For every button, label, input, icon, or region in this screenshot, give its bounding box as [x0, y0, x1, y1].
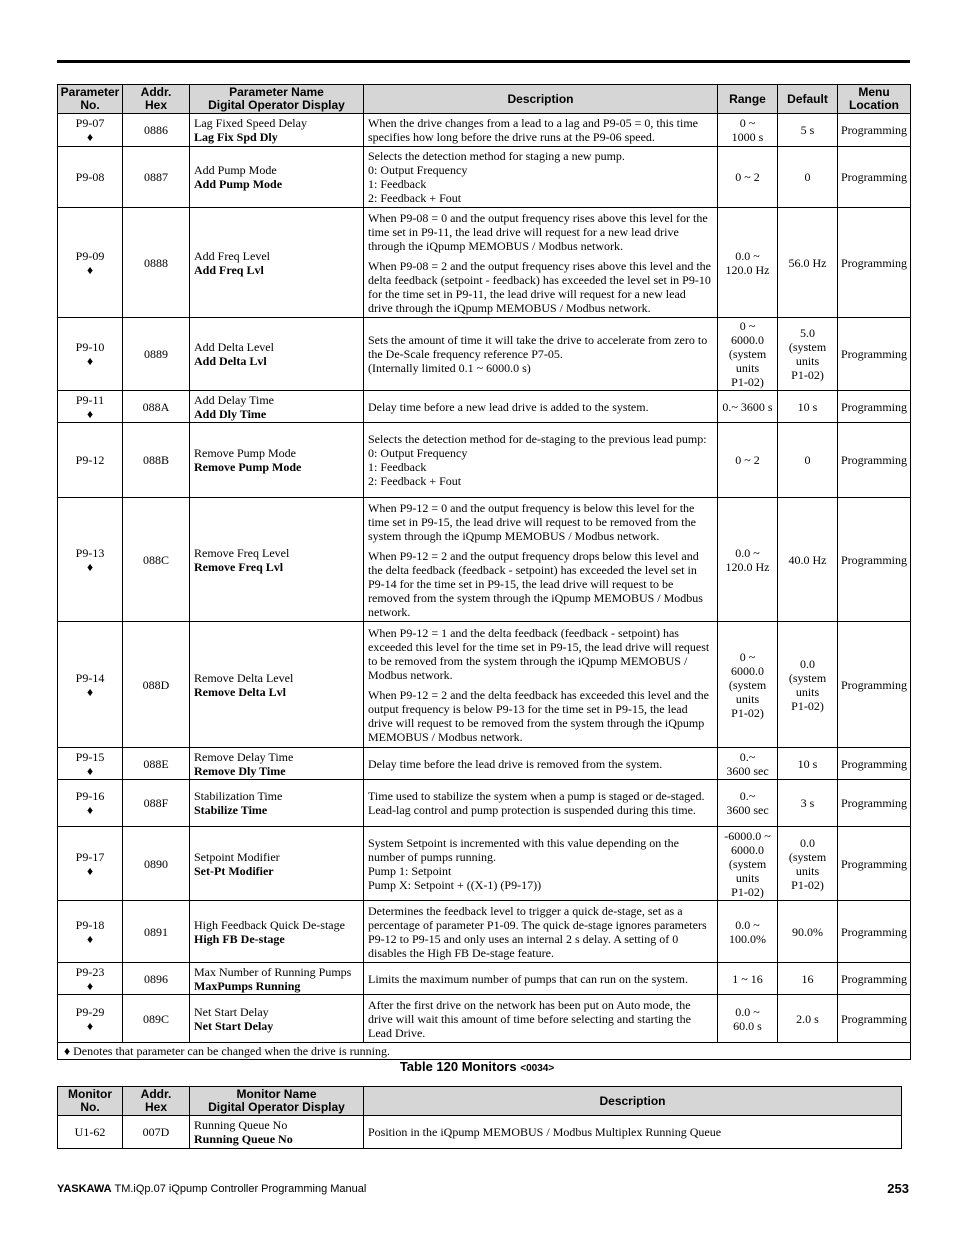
default-line: 5 s — [800, 123, 815, 137]
param-display-text: Stabilize Time — [194, 803, 268, 817]
param-addr: 088E — [123, 748, 190, 780]
description-paragraph: Determines the feedback level to trigger a quick de-stage, set as a percentage of parameter P1-09. The quick de-stage ignores parameters P9-12 to P9-15 and only uses an internal 2 s delay. A setting of 0 disables the High FB De-stage feature. — [368, 903, 707, 960]
header-addr: Addr. Hex — [123, 85, 190, 114]
default-line: (system — [788, 670, 827, 685]
description-paragraph: System Setpoint is incremented with this value depending on the number of pumps running. Pump 1: Setpoint Pump X: Setpoint + ((X-1) (P9-17)) — [368, 835, 679, 892]
param-menu-location: Programming — [838, 901, 911, 963]
param-name — [190, 748, 364, 780]
param-no — [58, 391, 123, 423]
param-name-text: Setpoint Modifier — [194, 849, 280, 864]
range-line: P1-02) — [731, 884, 764, 899]
param-default — [778, 318, 838, 391]
param-menu-location: Programming — [838, 995, 911, 1043]
param-description — [364, 780, 718, 827]
runtime-change-marker: ♦ — [86, 406, 94, 421]
param-display-text: Remove Dly Time — [194, 763, 286, 778]
param-name — [190, 147, 364, 208]
default-line: units — [795, 684, 820, 699]
param-name-text: High Feedback Quick De-stage — [194, 917, 345, 932]
param-name — [190, 318, 364, 391]
monitor-no: U1-62 — [58, 1116, 123, 1149]
param-name-text: Remove Pump Mode — [194, 446, 296, 460]
param-name — [190, 622, 364, 748]
param-display-text: MaxPumps Running — [194, 978, 301, 993]
default-line: 0 — [804, 170, 811, 184]
param-addr: 088B — [123, 423, 190, 498]
runtime-change-marker: ♦ — [86, 130, 94, 144]
param-menu-location: Programming — [838, 147, 911, 208]
table-row — [58, 901, 911, 963]
range-line: 0 ~ 6000.0 — [731, 649, 764, 678]
description-paragraph: When P9-12 = 0 and the output frequency is below this level for the time set in P9-15, the lead drive will request to be removed from the system through the iQpump MEMOBUS / Modbus network. — [368, 500, 696, 543]
param-addr: 0890 — [123, 827, 190, 901]
param-display-text: Remove Freq Lvl — [194, 559, 284, 574]
param-default — [778, 748, 838, 780]
param-no — [58, 780, 123, 827]
param-no-text: P9-15 — [75, 749, 105, 764]
param-addr: 0891 — [123, 901, 190, 963]
param-name-text: Max Number of Running Pumps — [194, 964, 352, 979]
description-paragraph: Delay time before the lead drive is removed from the system. — [368, 756, 663, 771]
param-menu-location: Programming — [838, 748, 911, 780]
param-description — [364, 901, 718, 963]
range-line: 0.0 ~ — [735, 545, 760, 560]
table-row — [58, 423, 911, 498]
table-row — [58, 318, 911, 391]
table-row — [58, 498, 911, 622]
default-line: (system — [788, 849, 827, 864]
param-range — [718, 114, 778, 147]
default-line: 10 s — [797, 756, 818, 771]
default-line: 0.0 — [800, 835, 815, 850]
param-no — [58, 748, 123, 780]
param-no — [58, 318, 123, 391]
range-line: 60.0 s — [733, 1018, 762, 1033]
param-name — [190, 901, 364, 963]
param-name-text: Remove Freq Level — [194, 545, 290, 560]
param-addr: 0887 — [123, 147, 190, 208]
param-addr: 088D — [123, 622, 190, 748]
footnote: ♦ Denotes that parameter can be changed when the drive is running. — [58, 1043, 911, 1060]
description-paragraph: Selects the detection method for staging a new pump. 0: Output Frequency 1: Feedback 2: Feedback + Fout — [368, 149, 625, 205]
header-default: Default — [778, 85, 838, 114]
header-param-no: Parameter No. — [58, 85, 123, 114]
param-no-text: P9-17 — [75, 849, 105, 864]
runtime-change-marker: ♦ — [86, 803, 94, 817]
param-display-text: Remove Pump Mode — [194, 460, 302, 474]
param-name — [190, 208, 364, 318]
default-line: 3 s — [800, 796, 815, 810]
param-no — [58, 963, 123, 995]
param-range — [718, 318, 778, 391]
param-range — [718, 780, 778, 827]
param-no — [58, 622, 123, 748]
param-name-text: Remove Delay Time — [194, 749, 294, 764]
param-description — [364, 423, 718, 498]
page-number: 253 — [887, 1181, 909, 1196]
param-description — [364, 827, 718, 901]
table-row — [58, 995, 911, 1043]
default-line: 40.0 Hz — [788, 552, 827, 567]
table-row — [58, 208, 911, 318]
description-paragraph: Selects the detection method for de-staging to the previous lead pump: 0: Output Frequency 1: Feedback 2: Feedback + Fout — [368, 432, 707, 488]
param-description — [364, 498, 718, 622]
param-default — [778, 208, 838, 318]
default-line: 0.0 — [800, 656, 815, 671]
param-no — [58, 114, 123, 147]
range-line: P1-02) — [731, 375, 764, 389]
table-row — [58, 147, 911, 208]
param-name — [190, 780, 364, 827]
param-name — [190, 114, 364, 147]
param-no-text: P9-07 — [75, 116, 105, 130]
header-monitor-description: Description — [364, 1087, 902, 1116]
param-menu-location: Programming — [838, 114, 911, 147]
param-menu-location: Programming — [838, 423, 911, 498]
param-range — [718, 901, 778, 963]
param-no — [58, 498, 123, 622]
range-line: (system — [728, 677, 767, 692]
table-row — [58, 114, 911, 147]
header-monitor-name: Monitor Name Digital Operator Display — [190, 1087, 364, 1116]
param-name — [190, 391, 364, 423]
default-line: P1-02) — [791, 368, 824, 382]
param-default — [778, 995, 838, 1043]
range-line: 0 ~ 2 — [735, 170, 760, 184]
param-addr: 088F — [123, 780, 190, 827]
param-name-text: Remove Delta Level — [194, 670, 294, 685]
param-name-text: Add Freq Level — [194, 248, 270, 263]
default-line: P1-02) — [791, 698, 824, 713]
top-rule — [57, 60, 910, 63]
default-line: units — [795, 863, 820, 878]
runtime-change-marker: ♦ — [86, 763, 94, 778]
param-no-text: P9-08 — [75, 170, 105, 184]
description-paragraph: Sets the amount of time it will take the drive to accelerate from zero to the De-Scale frequency reference P7-05. (Internally limited 0.1 ~ 6000.0 s) — [368, 333, 708, 375]
param-menu-location: Programming — [838, 780, 911, 827]
param-no-text: P9-29 — [75, 1004, 105, 1019]
range-line: 0.~ — [739, 789, 756, 803]
range-line: 0.0 ~ — [735, 248, 760, 263]
runtime-change-marker: ♦ — [86, 931, 94, 946]
param-no — [58, 995, 123, 1043]
header-monitor-no: Monitor No. — [58, 1087, 123, 1116]
param-description — [364, 391, 718, 423]
range-line: 0.0 ~ — [735, 917, 760, 932]
param-menu-location: Programming — [838, 391, 911, 423]
param-no-text: P9-13 — [75, 545, 105, 560]
param-name — [190, 498, 364, 622]
range-line: 0.~ — [739, 749, 756, 764]
range-line: 0 ~ — [739, 116, 756, 130]
param-no-text: P9-12 — [75, 453, 105, 467]
description-paragraph: When P9-08 = 2 and the output frequency rises above this level and the delta feedback (setpoint - feedback) has exceeded the level set in P9-10 for the time set in P9-11, the lead drive will request for a new lead drive through the iQpump MEMOBUS / Modbus network. — [368, 258, 712, 315]
param-range — [718, 748, 778, 780]
param-description — [364, 147, 718, 208]
range-line: P1-02) — [731, 705, 764, 720]
param-default — [778, 391, 838, 423]
range-line: -6000.0 ~ — [724, 828, 771, 843]
param-no-text: P9-16 — [75, 789, 105, 803]
param-range — [718, 498, 778, 622]
param-menu-location: Programming — [838, 622, 911, 748]
default-line: 56.0 Hz — [788, 255, 827, 270]
param-addr: 0886 — [123, 114, 190, 147]
default-line: 0 — [804, 453, 811, 467]
description-paragraph: After the first drive on the network has been put on Auto mode, the drive will wait this amount of time before selecting and starting the Lead Drive. — [368, 997, 691, 1040]
range-line: units — [735, 870, 760, 885]
monitor-addr: 007D — [123, 1116, 190, 1149]
param-range — [718, 391, 778, 423]
param-no-text: P9-11 — [75, 392, 105, 407]
default-line: 90.0% — [792, 924, 823, 939]
param-default — [778, 114, 838, 147]
param-no — [58, 423, 123, 498]
range-line: 0 ~ 2 — [735, 453, 760, 467]
param-addr: 088A — [123, 391, 190, 423]
param-range — [718, 147, 778, 208]
param-menu-location: Programming — [838, 827, 911, 901]
param-addr: 0889 — [123, 318, 190, 391]
parameter-table-header — [58, 85, 911, 114]
param-name-text: Add Pump Mode — [194, 163, 277, 177]
monitor-description: Position in the iQpump MEMOBUS / Modbus Multiplex Running Queue — [364, 1116, 902, 1149]
param-description — [364, 114, 718, 147]
monitor-table-caption: Table 120 Monitors <0034> — [399, 1059, 555, 1074]
param-description — [364, 318, 718, 391]
description-paragraph: When the drive changes from a lead to a lag and P9-05 = 0, this time specifies how long before the drive runs at the P9-06 speed. — [368, 116, 699, 144]
param-description — [364, 995, 718, 1043]
param-no-text: P9-23 — [75, 964, 105, 979]
param-name — [190, 423, 364, 498]
param-range — [718, 827, 778, 901]
param-range — [718, 995, 778, 1043]
param-range — [718, 208, 778, 318]
param-description — [364, 622, 718, 748]
monitor-name: Running Queue No Running Queue No — [190, 1116, 364, 1149]
param-menu-location: Programming — [838, 208, 911, 318]
default-line: 2.0 s — [796, 1011, 819, 1026]
param-name-text: Add Delta Level — [194, 340, 274, 354]
runtime-change-marker: ♦ — [86, 863, 94, 878]
param-addr: 0896 — [123, 963, 190, 995]
param-default — [778, 963, 838, 995]
monitor-table — [57, 1086, 902, 1149]
header-description: Description — [364, 85, 718, 114]
param-addr: 089C — [123, 995, 190, 1043]
param-display-text: Lag Fix Spd Dly — [194, 130, 278, 144]
param-name — [190, 995, 364, 1043]
footer-manual-title: YASKAWA TM.iQp.07 iQpump Controller Programming Manual — [57, 1183, 367, 1195]
range-line: 0.0 ~ — [735, 1004, 760, 1019]
table-row — [58, 780, 911, 827]
footnote-row — [58, 1043, 911, 1060]
param-display-text: Add Dly Time — [194, 406, 267, 421]
param-default — [778, 901, 838, 963]
table-row — [58, 1116, 902, 1149]
runtime-change-marker: ♦ — [86, 262, 94, 277]
description-paragraph: When P9-12 = 1 and the delta feedback (feedback - setpoint) has exceeded this level for the time set in P9-15, the lead drive will request to be removed from the system through the iQpump MEMOBUS / Modbus network. — [368, 625, 710, 682]
runtime-change-marker: ♦ — [86, 354, 94, 368]
param-addr: 0888 — [123, 208, 190, 318]
param-default — [778, 147, 838, 208]
range-line: 0 ~ 6000.0 — [731, 319, 764, 347]
param-no-text: P9-14 — [75, 670, 105, 685]
param-menu-location: Programming — [838, 318, 911, 391]
param-display-text: High FB De-stage — [194, 931, 285, 946]
runtime-change-marker: ♦ — [86, 1018, 94, 1033]
header-range: Range — [718, 85, 778, 114]
runtime-change-marker: ♦ — [86, 978, 94, 993]
description-paragraph: Limits the maximum number of pumps that can run on the system. — [368, 971, 688, 986]
param-display-text: Add Delta Lvl — [194, 354, 267, 368]
param-no — [58, 827, 123, 901]
param-no — [58, 147, 123, 208]
param-no-text: P9-18 — [75, 917, 105, 932]
range-line: 1 ~ 16 — [732, 971, 763, 986]
header-menu: Menu Location — [838, 85, 911, 114]
param-default — [778, 780, 838, 827]
param-display-text: Set-Pt Modifier — [194, 863, 274, 878]
range-line: (system — [728, 856, 767, 871]
param-description — [364, 963, 718, 995]
table-row — [58, 748, 911, 780]
header-name: Parameter Name Digital Operator Display — [190, 85, 364, 114]
range-line: units — [735, 691, 760, 706]
param-default — [778, 622, 838, 748]
runtime-change-marker: ♦ — [86, 559, 94, 574]
range-line: units — [735, 361, 760, 375]
param-default — [778, 423, 838, 498]
param-name-text: Stabilization Time — [194, 789, 283, 803]
default-line: 5.0 — [800, 326, 815, 340]
param-default — [778, 498, 838, 622]
table-row — [58, 963, 911, 995]
range-line: 3600 sec — [726, 803, 769, 817]
param-name — [190, 827, 364, 901]
param-name-text: Lag Fixed Speed Delay — [194, 116, 307, 130]
param-no-text: P9-10 — [75, 340, 105, 354]
param-name — [190, 963, 364, 995]
range-line: (system — [728, 347, 767, 361]
default-line: 10 s — [797, 399, 818, 414]
param-no — [58, 901, 123, 963]
param-range — [718, 423, 778, 498]
default-line: P1-02) — [791, 877, 824, 892]
table-row — [58, 622, 911, 748]
param-display-text: Add Freq Lvl — [194, 262, 264, 277]
range-line: 1000 s — [731, 130, 764, 144]
description-paragraph: Time used to stabilize the system when a pump is staged or de-staged. Lead-lag control and pump protection is suspended during this time. — [368, 789, 705, 817]
range-line: 3600 sec — [726, 763, 769, 778]
param-name-text: Net Start Delay — [194, 1004, 269, 1019]
default-line: (system — [788, 340, 827, 354]
param-no — [58, 208, 123, 318]
param-no-text: P9-09 — [75, 248, 105, 263]
monitor-table-header — [58, 1087, 902, 1116]
description-paragraph: When P9-08 = 0 and the output frequency rises above this level for the time set in P9-11, the lead drive will request for a new lead drive through the iQpump MEMOBUS / Modbus network. — [368, 210, 708, 253]
header-monitor-addr: Addr. Hex — [123, 1087, 190, 1116]
table-row — [58, 827, 911, 901]
param-range — [718, 622, 778, 748]
description-paragraph: When P9-12 = 2 and the delta feedback has exceeded this level and the output frequency is below P9-13 for the time set in P9-15, the lead drive will request to be removed from the system through the iQpump MEMOBUS / Modbus network. — [368, 687, 709, 744]
parameter-table — [57, 84, 911, 1060]
param-default — [778, 827, 838, 901]
range-line: 120.0 Hz — [725, 559, 770, 574]
param-range — [718, 963, 778, 995]
param-description — [364, 208, 718, 318]
param-display-text: Net Start Delay — [194, 1018, 274, 1033]
default-line: units — [795, 354, 820, 368]
range-line: 120.0 Hz — [725, 262, 770, 277]
description-paragraph: Delay time before a new lead drive is added to the system. — [368, 399, 649, 414]
param-name-text: Add Delay Time — [194, 392, 275, 407]
param-display-text: Remove Delta Lvl — [194, 684, 286, 699]
runtime-change-marker: ♦ — [86, 684, 94, 699]
description-paragraph: When P9-12 = 2 and the output frequency drops below this level and the delta feedback (feedback - setpoint) has exceeded the level set in P9-14 for the time set in P9-15, the lead drive will request to be removed from the system through the iQpump MEMOBUS / Modbus network. — [368, 548, 703, 619]
range-line: 0.~ 3600 s — [722, 399, 773, 414]
param-menu-location: Programming — [838, 498, 911, 622]
table-row — [58, 391, 911, 423]
default-line: 16 — [801, 971, 814, 986]
param-addr: 088C — [123, 498, 190, 622]
param-description — [364, 748, 718, 780]
param-menu-location: Programming — [838, 963, 911, 995]
range-line: 6000.0 — [731, 842, 764, 857]
param-display-text: Add Pump Mode — [194, 177, 283, 191]
range-line: 100.0% — [729, 931, 766, 946]
